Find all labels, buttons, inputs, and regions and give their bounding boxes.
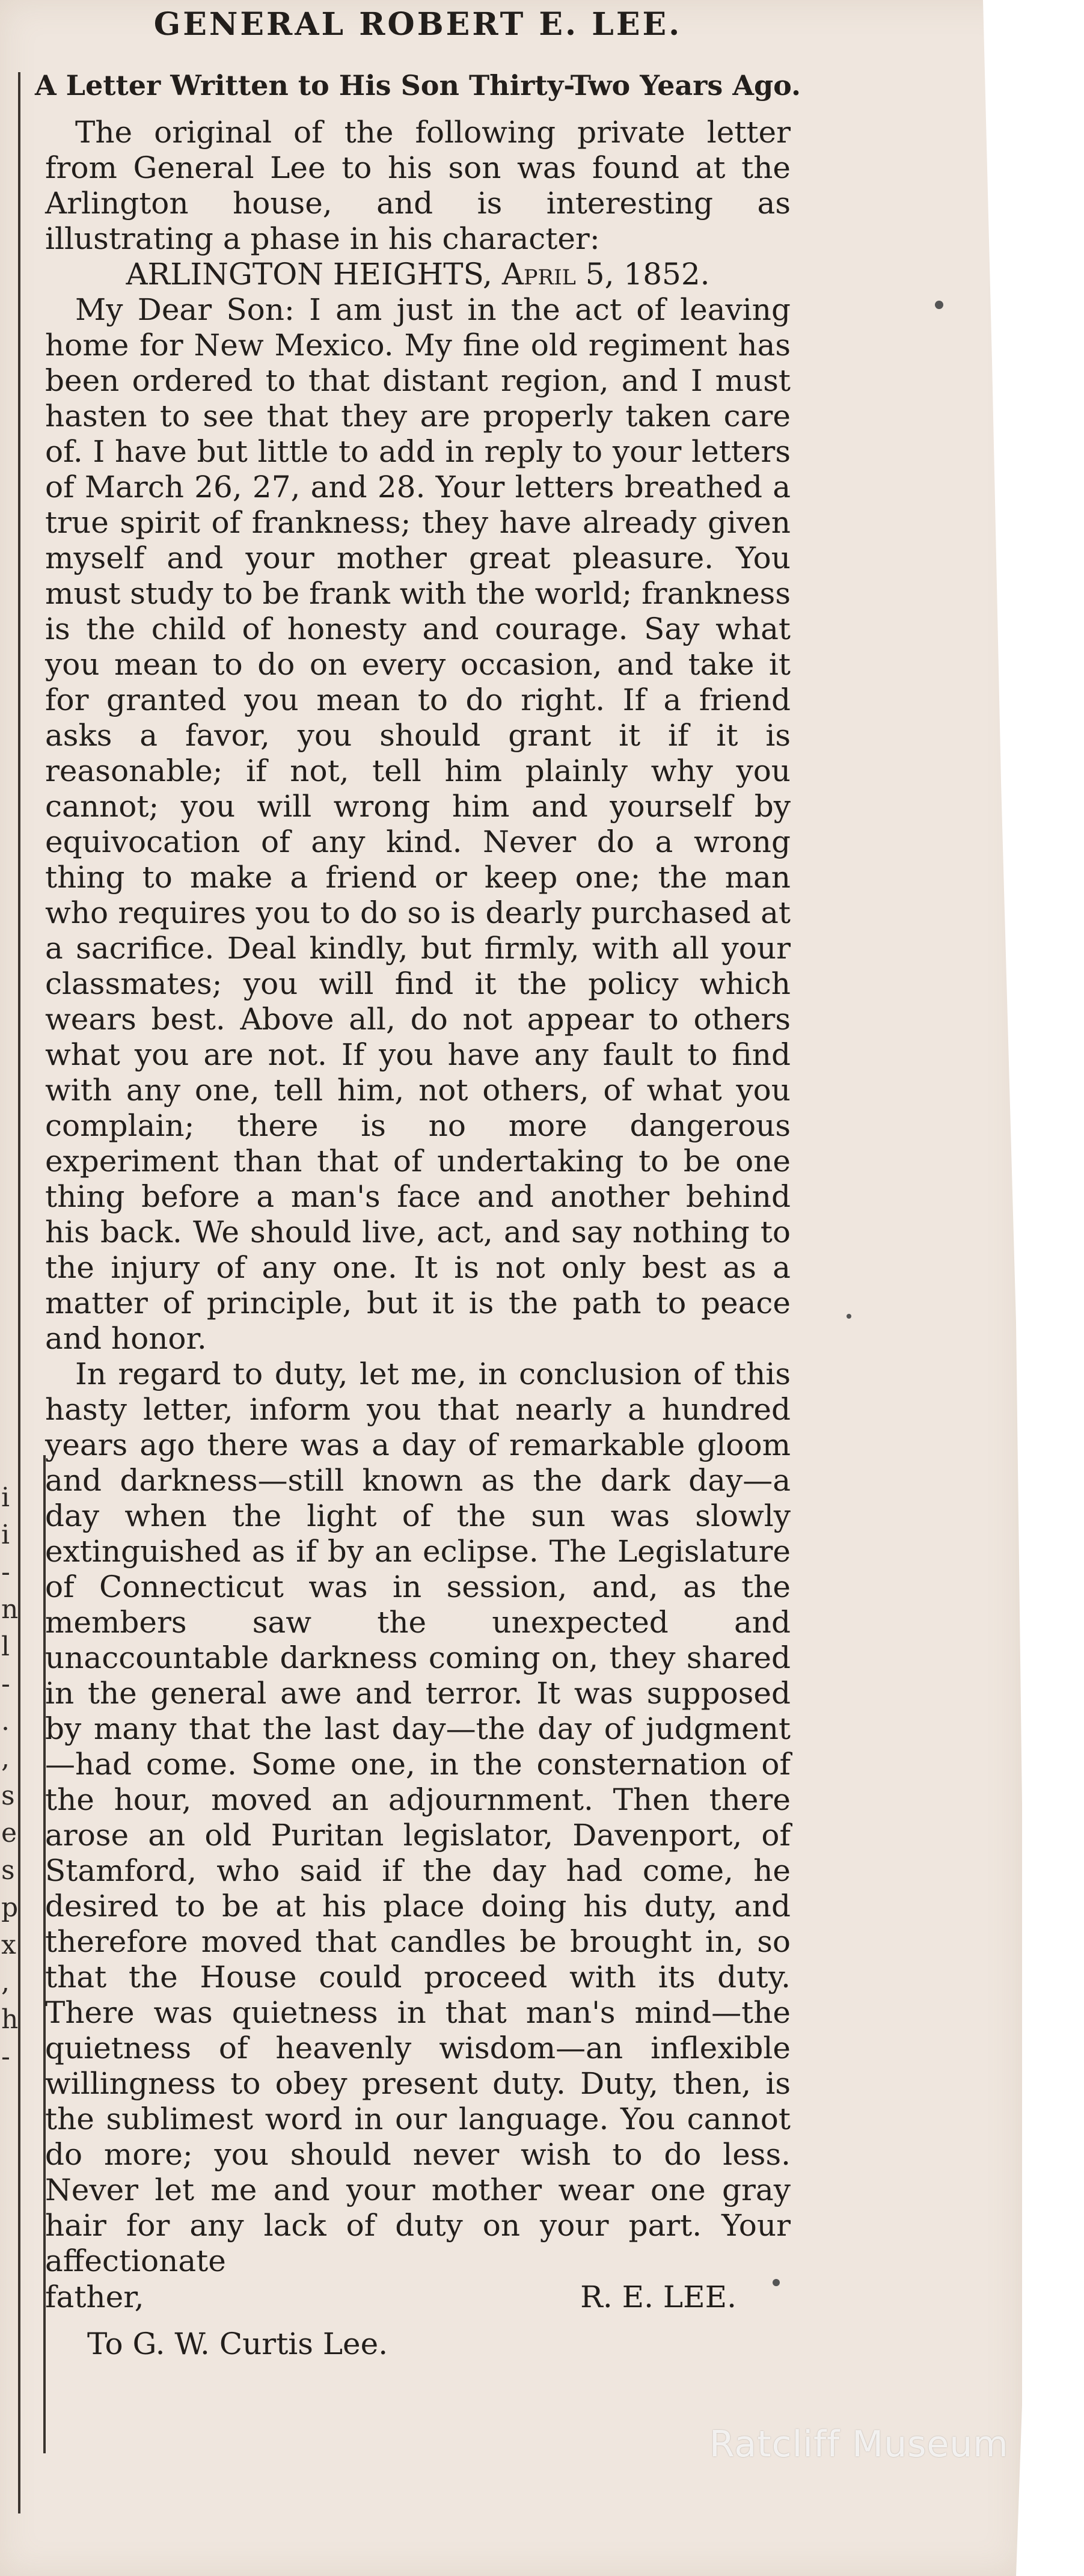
fragment: h (1, 2004, 19, 2035)
letter-paragraph-2: In regard to duty, let me, in conclusion of this hasty letter, inform you that nearly a hundred years ago there was a day of remarkable gloom and darkness—still known as the dark day—a day when the light of the sun was slowly extinguished as if by an eclipse. The Legislature of Connecticut was in session, and, as the members saw the unexpected and unaccountable darkness coming on, they shared in the general awe and terror. It was supposed by many that the last day—the day of judgment—had come. Some one, in the consternation of the hour, moved an adjournment. Then there arose an old Puritan legislator, Davenport, of Stamford, who said if the day had come, he desired to be at his place doing his duty, and therefore moved that candles be brought in, so that the House could proceed with its duty. There was quietness in that man's mind—the quietness of heavenly wisdom—an inflexible willingness to obey present duty. Duty, then, is the sublimest word in our language. You cannot do more; you should never wish to do less. Never let me and your mother wear one gray hair for any lack of duty on your part. Your affectionate (45, 1357, 791, 2278)
fragment: s (1, 1855, 15, 1886)
closing: father, (45, 2280, 144, 2314)
dateline: ARLINGTON HEIGHTS, April 5, 1852. (126, 257, 710, 292)
letter-paragraph-1: My Dear Son: I am just in the act of leaving home for New Mexico. My fine old regiment has been ordered to that distant region, and I must hasten to see that they are properly taken care of. I have but little to add in reply to your letters of March 26, 27, and 28. Your letters breathed a true spirit of frankness; they have already given myself and your mother great pleasure. You must study to be frank with the world; frankness is the child of honesty and courage. Say what you mean to do on every occasion, and take it for granted you mean to do right. If a friend asks a favor, you should grant it if it is reasonable; if not, tell him plainly why you cannot; you will wrong him and yourself by equivocation of any kind. Never do a wrong thing to make a friend or keep one; the man who requires you to do so is dearly purchased at a sacrifice. Deal kindly, but firmly, with all your classmates; you will find it the policy which wears best. Above all, do not appear to others what you are not. If you have any fault to find with any one, tell him, not others, of what you complain; there is no more dangerous experiment than that of undertaking to be one thing before a man's face and another behind his back. We should live, act, and say nothing to the injury of any one. It is not only best as a matter of principle, but it is the path to peace and honor. (45, 292, 791, 1356)
fragment: e (1, 1818, 17, 1848)
fragment: n (1, 1594, 19, 1625)
subheadline: A Letter Written to His Son Thirty-Two Years Ago. (34, 69, 801, 102)
fragment: - (1, 1557, 10, 1587)
article (27, 6, 809, 2362)
signature-row (27, 2279, 809, 2315)
fragment: - (1, 1669, 10, 1699)
paper-speck (773, 2279, 780, 2286)
fragment: - (1, 2041, 10, 2072)
signature: R. E. LEE. (580, 2280, 736, 2314)
watermark: Ratcliff Museum (709, 2423, 1009, 2465)
paper-speck (935, 301, 943, 309)
adjacent-column-fragments (1, 1479, 25, 2076)
paper-speck (847, 1314, 851, 1319)
article-body (27, 115, 809, 2279)
fragment: p (1, 1892, 19, 1923)
column-rule (18, 72, 20, 2513)
fragment: . (1, 1706, 10, 1737)
fragment: x (1, 1930, 16, 1960)
intro-paragraph: The original of the following private letter from General Lee to his son was found at the Arlington house, and is interesting as illustrating a phase in his character: (45, 115, 791, 256)
fragment: l (1, 1631, 10, 1662)
headline: GENERAL ROBERT E. LEE. (153, 6, 682, 43)
fragment: i (1, 1482, 10, 1513)
addressee: To G. W. Curtis Lee. (87, 2326, 388, 2361)
fragment: , (1, 1743, 10, 1774)
fragment: , (1, 1967, 10, 1998)
fragment: s (1, 1780, 15, 1811)
fragment: i (1, 1520, 10, 1550)
